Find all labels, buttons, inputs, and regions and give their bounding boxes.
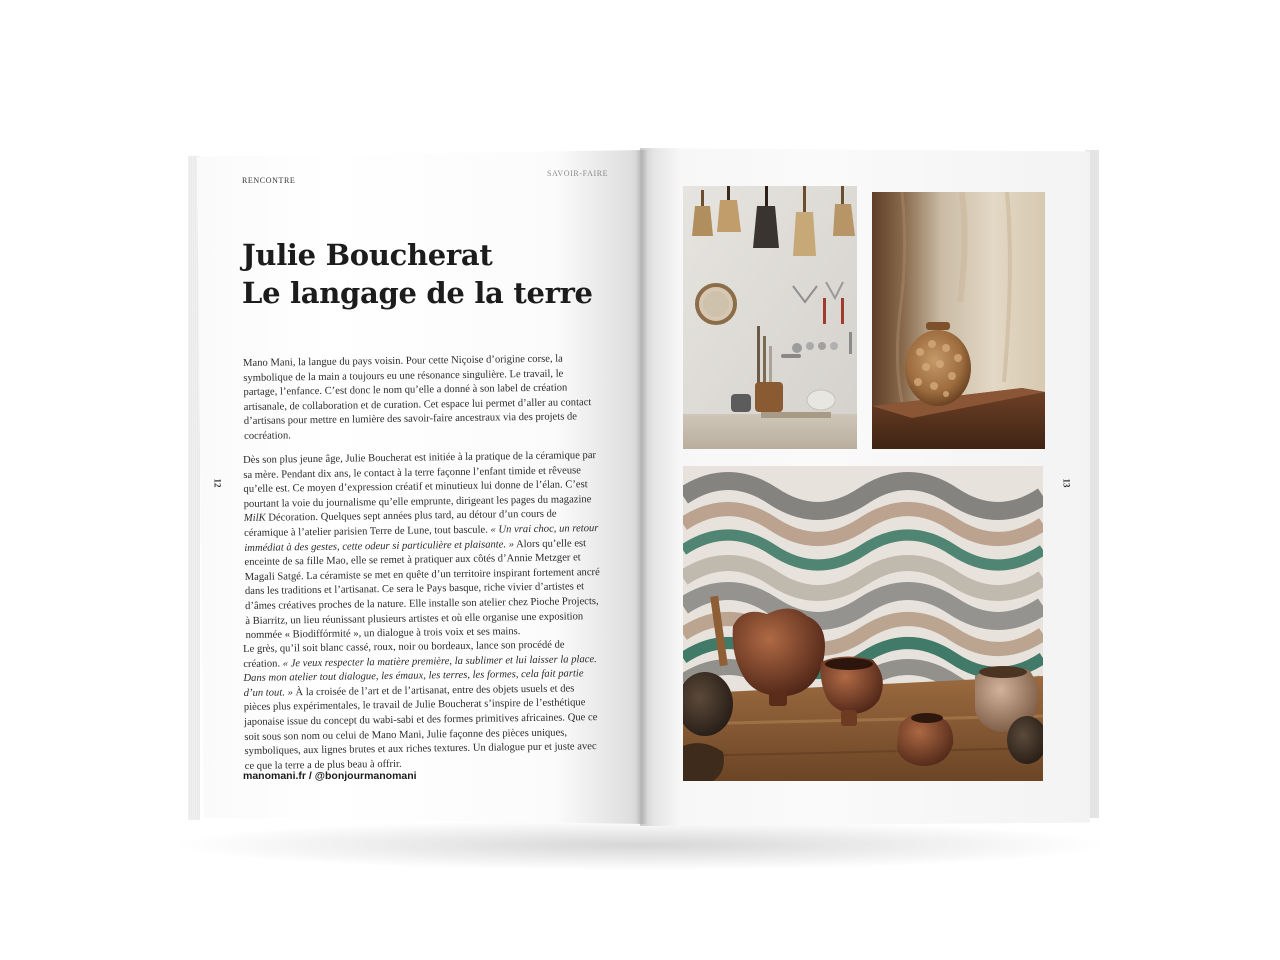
section-label-right: SAVOIR-FAIRE bbox=[547, 169, 609, 178]
paragraph-2-text-c: Alors qu’elle est enceinte de sa fille Mao, elle se remet à pratiquer aux côtés d’Annie Metzger et Magali Satgé. La céramiste se met en quête d’un territoire inspirant fortement ancré dans les traditions et l’artisanat. Ce sera le Pays basque, riche vivier d’artistes et d’âmes créatives proches de la nature. Elle installe son atelier chez Pioche Projects, à Biarritz, un lieu réunissant plusieurs artistes et où elle organise une exposition nommée « Biodiffórmité », un dialogue à trois voix et ses mains. bbox=[244, 537, 600, 642]
paragraph-3-quote: « Je veux respecter la matière première, la sublimer et lui laisser la place. Dans mon atelier tout dialogue, les émaux, les terres, les formes, cela fait partie d’un tout. » bbox=[243, 653, 597, 699]
page-number-right: 13 bbox=[1061, 478, 1072, 488]
photo-textured-vase bbox=[872, 192, 1045, 449]
photo-pottery-table bbox=[683, 466, 1043, 781]
paragraph-2-quote: « Un vrai choc, un retour immédiat à des gestes, cette odeur si particulière et plaisante. » bbox=[244, 523, 599, 554]
spine-gutter bbox=[636, 150, 648, 824]
paragraph-3-text-a: Le grès, qu’il soit blanc cassé, roux, noir ou bordeaux, lance son procédé de création. bbox=[243, 639, 565, 670]
section-label-left: RENCONTRE bbox=[242, 176, 296, 185]
article-title-line1: Julie Boucherat bbox=[242, 238, 493, 272]
article-title-line2: Le langage de la terre bbox=[242, 276, 593, 310]
article-paragraph-3 bbox=[243, 638, 601, 774]
article-paragraph-1: Mano Mani, la langue du pays voisin. Pour cette Niçoise d’origine corse, la symbolique de la main a toujours eu une résonance singulière. Le travail, le partage, l’enfance. C’est donc le nom qu’elle a donné à son label de création artisanale, de collaboration et de curation. Cet espace lui permet d’aller au contact d’artisans pour mettre en lumière des savoir-faire ancestraux via des projets de cocréation. bbox=[243, 353, 592, 442]
paragraph-2-text-b: Décoration. Quelques sept années plus tard, au détour d’un cours de céramique à l’atelier parisien Terre de Lune, tout bascule. bbox=[244, 509, 557, 539]
article-paragraph-2 bbox=[243, 449, 602, 644]
paragraph-2-text-a: Dès son plus jeune âge, Julie Boucherat est initiée à la pratique de la céramique par sa mère. Pendant dix ans, le contact à la terre façonne l’enfant timide et rêveuse qu’elle est. Ce moyen d’expression créatif et minutieux lui donne de l’élan. C’est pourtant la voie du journalisme qu’elle emprunte, dirigeant les pages du magazine bbox=[243, 450, 597, 510]
footer-links[interactable]: manomani.fr / @bonjourmanomani bbox=[243, 770, 417, 782]
paragraph-3-text-b: À la croisée de l’art et de l’artisanat, entre des objets usuels et des pièces plus expérimentales, le travail de Julie Boucherat s’inspire de l’esthétique japonaise issue du concept du wabi-sabi et des formes primitives africaines. Que ce soit sous son nom ou celui de Mano Mani, Julie façonne des pièces uniques, symboliques, aux lignes brutes et aux riches textures. Un dialogue pur et juste avec ce que la terre a de plus beau à offrir. bbox=[243, 683, 598, 772]
photo-tools-wall bbox=[683, 186, 857, 449]
page-number-left: 12 bbox=[212, 478, 223, 488]
magazine-shadow bbox=[180, 820, 1100, 870]
magazine-name: MilK bbox=[243, 513, 266, 525]
